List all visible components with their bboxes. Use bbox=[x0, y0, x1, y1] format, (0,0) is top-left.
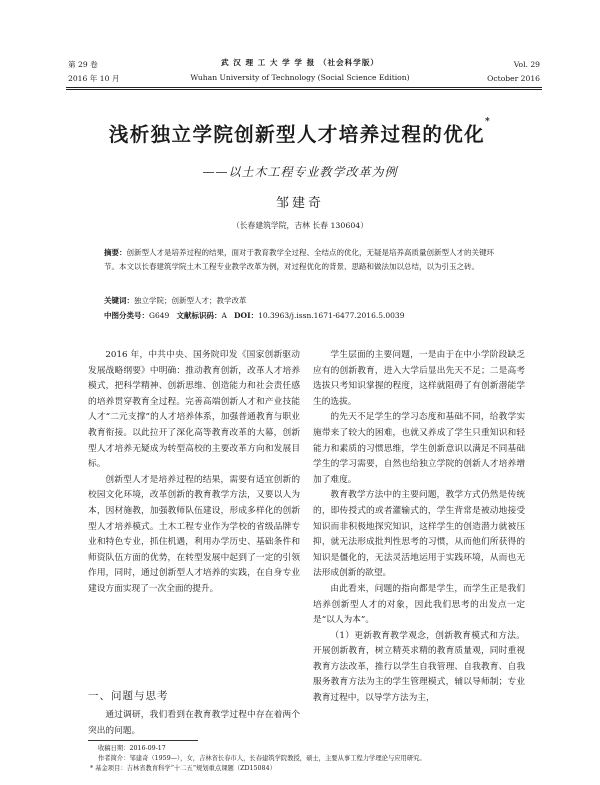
left-paragraph-2: 创新型人才是培养过程的结果，需要有适宜创新的校园文化环境，改革创新的教育教学方法，又要以人为本，因材施教，加强教师队伍建设，形成多样化的创新型人才培养模式。土木工程专业作为学校的省级品牌专业和特色专业，抓住机遇，利用办学历史、基础条件和师资队伍方面的优势，在转型发展中起到了一定的引领作用，同时，通过创新型人才培养的实践，在自身专业建设方面实现了一次全面的提升。 bbox=[88, 474, 300, 594]
left-column bbox=[88, 348, 300, 598]
article-subtitle: ——以土木工程专业教学改革为例 bbox=[202, 165, 398, 179]
keywords-text: 独立学院；创新型人才；教学改革 bbox=[134, 296, 247, 305]
header-journal-en: Wuhan University of Technology (Social Science Edition) bbox=[190, 73, 410, 82]
header-volume: 第 29 卷 bbox=[68, 60, 98, 69]
article-author: 邹建奇 bbox=[275, 196, 324, 211]
header-rule-bottom bbox=[66, 89, 542, 90]
right-paragraph-4: 由此看来，问题的指向都是学生，而学生正是我们培养创新型人才的对象，因此我们思考的出发点一定是“以人为本”。 bbox=[313, 583, 525, 626]
header-volume-en: Vol. 29 bbox=[513, 60, 540, 69]
footnote-received: 收稿日期：2016-09-17 bbox=[98, 745, 166, 752]
abstract bbox=[104, 246, 508, 273]
classification-line bbox=[104, 311, 534, 321]
header-journal-cn: 武 汉 理 工 大 学 学 报 （社会科学版） bbox=[220, 58, 380, 67]
abstract-label: 摘要： bbox=[104, 248, 127, 257]
header-date-en: October 2016 bbox=[487, 74, 540, 83]
abstract-text: 创新型人才是培养过程的结果，面对于教育教学全过程、全结点的优化，无疑是培养高质量创新型人才的关键环节。本文以长春建筑学院土木工程专业教学改革为例，对过程优化的背景、思路和做法加以总结，以为引玉之砖。 bbox=[104, 248, 494, 271]
left-column-after-heading bbox=[88, 708, 300, 739]
right-paragraph-5: （1）更新教育教学观念，创新教育模式和方法。开展创新教育，树立精英求精的教育质量观，同时重视教育方法改革，推行以学生自我管理、自我教育、自我服务教育方法为主的学生管理模式，辅以导师制；专业教育过程中，以导学方法为主， bbox=[313, 630, 525, 704]
title-footnote-mark: * bbox=[485, 117, 492, 127]
right-paragraph-3: 教育教学方法中的主要问题，教学方式仍然是传统的，即传授式的或者灌输式的，学生背常是被动地接受知识而非积极地探究知识，这样学生的创造潜力就被压抑，就无法形成批判性思考的习惯，从而他们所获得的知识是僵化的，无法灵活地运用于实践环境，从而也无法形成创新的欲望。 bbox=[313, 490, 525, 579]
footnote-rule bbox=[88, 740, 198, 741]
left-paragraph-1: 2016 年，中共中央、国务院印发《国家创新驱动发展战略纲要》中明确：推动教育创新，改革人才培养模式，把科学精神、创新思维、创造能力和社会责任感的培养贯穿教育全过程。完善高端创新人才和产业技能人才“二元支撑”的人才培养体系，加强普通教育与职业教育衔接。以此拉开了深化高等教育改革的大幕，创新型人才培养无疑成为转型高校的主要改革方向和发展目标。 bbox=[88, 350, 300, 470]
article-affiliation: （长春建筑学院，吉林 长春 130604） bbox=[231, 221, 369, 230]
article-title bbox=[0, 119, 600, 147]
footnote-author: 作者简介：邹建奇（1959—），女，吉林省长春市人，长春建筑学院教授，硕士，主要从事工程力学理论与应用研究。 bbox=[98, 755, 426, 762]
clc-value: G649 bbox=[149, 311, 170, 320]
right-paragraph-2: 的先天不足学生的学习态度和基础不同，给教学实施带来了较大的困难，也就又养成了学生只重知识和轻能力和素质的习惯思维，学生创新意识以满足不同基础学生的学习需要，自然也给独立学院的创新人才培养增加了难度。 bbox=[313, 412, 525, 485]
right-column bbox=[313, 348, 525, 707]
footnote-fund: * 基金项目：吉林省教育科学“十二五”规划重点课题（ZD15084） bbox=[90, 765, 276, 772]
doi-value: 10.3963/j.issn.1671-6477.2016.5.0039 bbox=[258, 311, 405, 320]
keywords-label: 关键词： bbox=[104, 296, 134, 305]
doc-label: 文献标识码： bbox=[176, 311, 222, 320]
left-paragraph-3: 通过调研，我们看到在教育教学过程中存在着两个突出的问题。 bbox=[88, 710, 300, 736]
right-paragraph-1: 学生层面的主要问题，一是由于在中小学阶段缺乏应有的创新教育，进入大学后显出先天不足；二是高考选拔只考知识掌握的程度，这样就阻碍了有创新潜能学生的选拔。 bbox=[313, 350, 525, 407]
clc-label: 中图分类号： bbox=[104, 311, 149, 320]
article-title-text: 浅析独立学院创新型人才培养过程的优化 bbox=[108, 123, 486, 146]
header-date: 2016 年 10 月 bbox=[68, 74, 120, 83]
keywords-line bbox=[104, 296, 534, 306]
section-heading: 一、问题与思考 bbox=[88, 690, 169, 702]
header-rule-top bbox=[66, 87, 542, 88]
doi-label: DOI： bbox=[234, 311, 259, 320]
doc-value: A bbox=[221, 311, 227, 320]
